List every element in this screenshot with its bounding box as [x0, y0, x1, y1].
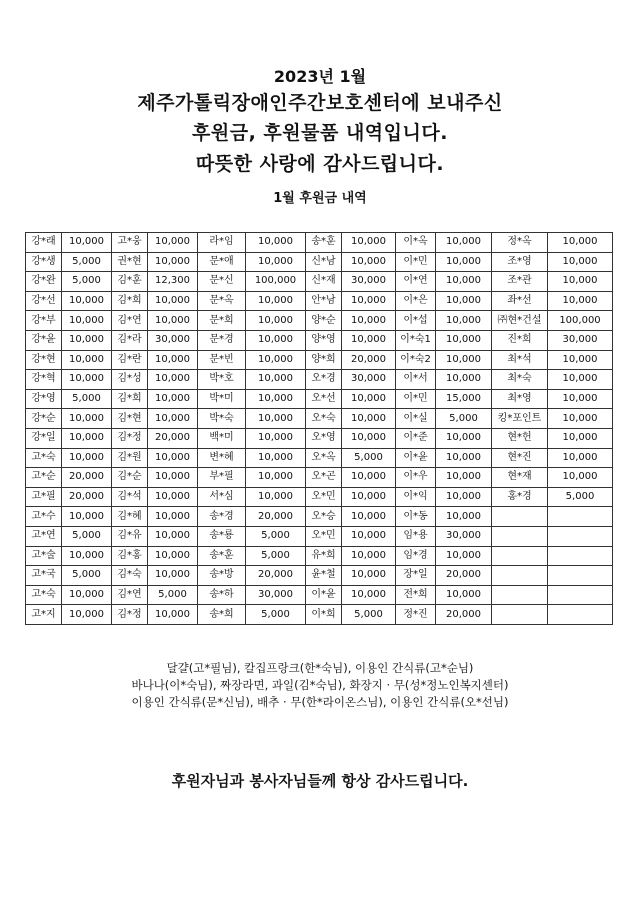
amount-cell: 30,000 — [342, 272, 396, 292]
donor-name-cell: 오*옥 — [306, 448, 342, 468]
amount-cell: 10,000 — [148, 350, 198, 370]
donor-name-cell: 고*숙 — [26, 448, 62, 468]
amount-cell: 10,000 — [342, 330, 396, 350]
amount-cell: 10,000 — [148, 311, 198, 331]
amount-cell: 10,000 — [342, 252, 396, 272]
table-row — [26, 389, 613, 409]
donor-name-cell: 강*윤 — [26, 330, 62, 350]
amount-cell: 10,000 — [548, 389, 613, 409]
amount-cell: 10,000 — [548, 370, 613, 390]
amount-cell: 10,000 — [246, 252, 306, 272]
table-row — [26, 428, 613, 448]
donor-name-cell: 조*관 — [492, 272, 548, 292]
amount-cell: 10,000 — [148, 468, 198, 488]
amount-cell: 10,000 — [62, 448, 112, 468]
amount-cell: 20,000 — [62, 468, 112, 488]
donor-name-cell: 김*원 — [112, 448, 148, 468]
donor-name-cell: ㈜현*건설 — [492, 311, 548, 331]
donor-name-cell: 진*희 — [492, 330, 548, 350]
amount-cell: 10,000 — [342, 428, 396, 448]
table-row — [26, 507, 613, 527]
donor-name-cell: 강*일 — [26, 428, 62, 448]
donor-name-cell: 오*민 — [306, 487, 342, 507]
donor-name-cell: 고*순 — [26, 468, 62, 488]
donor-name-cell: 고*수 — [26, 507, 62, 527]
amount-cell: 10,000 — [548, 350, 613, 370]
amount-cell: 5,000 — [246, 546, 306, 566]
donor-name-cell: 이*숙2 — [396, 350, 436, 370]
amount-cell: 10,000 — [436, 546, 492, 566]
donor-name-cell: 정*옥 — [492, 233, 548, 253]
donor-name-cell: 김*순 — [112, 468, 148, 488]
donor-name-cell — [492, 605, 548, 625]
amount-cell: 10,000 — [436, 233, 492, 253]
amount-cell: 10,000 — [342, 526, 396, 546]
donor-name-cell: 양*영 — [306, 330, 342, 350]
amount-cell: 20,000 — [148, 428, 198, 448]
donor-name-cell: 고*술 — [26, 546, 62, 566]
amount-cell — [548, 585, 613, 605]
amount-cell: 10,000 — [62, 350, 112, 370]
amount-cell: 10,000 — [246, 487, 306, 507]
donor-name-cell: 송*방 — [198, 566, 246, 586]
donor-name-cell: 오*선 — [306, 389, 342, 409]
donor-name-cell: 장*일 — [396, 566, 436, 586]
donor-name-cell: 김*정 — [112, 428, 148, 448]
items-line: 바나나(이*숙님), 짜장라면, 과일(김*숙님), 화장지 · 무(성*정노인복지센터) — [131, 678, 509, 692]
amount-cell: 10,000 — [342, 585, 396, 605]
donor-name-cell: 킹*포인트 — [492, 409, 548, 429]
donor-name-cell: 오*영 — [306, 428, 342, 448]
amount-cell: 10,000 — [148, 605, 198, 625]
amount-cell: 10,000 — [342, 233, 396, 253]
amount-cell: 5,000 — [62, 252, 112, 272]
amount-cell: 5,000 — [62, 272, 112, 292]
donor-name-cell — [492, 507, 548, 527]
table-row — [26, 311, 613, 331]
donor-name-cell: 강*현 — [26, 350, 62, 370]
donor-name-cell: 강*래 — [26, 233, 62, 253]
donor-name-cell: 신*재 — [306, 272, 342, 292]
table-row — [26, 468, 613, 488]
amount-cell: 10,000 — [148, 409, 198, 429]
donor-name-cell: 신*남 — [306, 252, 342, 272]
donor-name-cell: 문*애 — [198, 252, 246, 272]
table-row — [26, 448, 613, 468]
donation-table — [25, 232, 613, 625]
amount-cell — [548, 546, 613, 566]
amount-cell: 5,000 — [246, 526, 306, 546]
donor-name-cell: 이*은 — [396, 291, 436, 311]
donor-name-cell: 송*룡 — [198, 526, 246, 546]
donor-name-cell: 강*부 — [26, 311, 62, 331]
table-row — [26, 291, 613, 311]
donor-name-cell: 김*연 — [112, 585, 148, 605]
amount-cell: 10,000 — [246, 330, 306, 350]
donor-name-cell: 윤*철 — [306, 566, 342, 586]
donor-name-cell: 백*미 — [198, 428, 246, 448]
amount-cell: 10,000 — [342, 311, 396, 331]
amount-cell: 10,000 — [148, 233, 198, 253]
donor-name-cell: 송*희 — [198, 605, 246, 625]
donor-name-cell: 이*연 — [396, 272, 436, 292]
donor-name-cell: 현*재 — [492, 468, 548, 488]
donor-name-cell: 이*숙1 — [396, 330, 436, 350]
table-row — [26, 605, 613, 625]
amount-cell: 10,000 — [342, 468, 396, 488]
donor-name-cell: 이*익 — [396, 487, 436, 507]
amount-cell: 10,000 — [62, 546, 112, 566]
amount-cell: 10,000 — [342, 409, 396, 429]
donor-name-cell: 김*란 — [112, 350, 148, 370]
donor-name-cell — [492, 546, 548, 566]
amount-cell: 10,000 — [62, 507, 112, 527]
section-title: 1월 후원금 내역 — [273, 191, 367, 206]
amount-cell: 10,000 — [436, 330, 492, 350]
amount-cell — [548, 507, 613, 527]
amount-cell: 5,000 — [246, 605, 306, 625]
donor-name-cell: 문*경 — [198, 330, 246, 350]
donor-name-cell: 안*남 — [306, 291, 342, 311]
closing-message: 후원자님과 봉사자님들께 항상 감사드립니다. — [171, 772, 469, 790]
donor-name-cell: 권*현 — [112, 252, 148, 272]
donor-name-cell — [492, 585, 548, 605]
donor-name-cell: 현*헌 — [492, 428, 548, 448]
amount-cell: 10,000 — [246, 409, 306, 429]
donor-name-cell: 박*숙 — [198, 409, 246, 429]
donor-name-cell: 이*희 — [306, 605, 342, 625]
donor-name-cell: 홍*경 — [492, 487, 548, 507]
donor-name-cell: 이*윤 — [396, 448, 436, 468]
table-row — [26, 585, 613, 605]
donor-name-cell: 이*민 — [396, 389, 436, 409]
amount-cell: 10,000 — [148, 448, 198, 468]
donor-name-cell: 최*영 — [492, 389, 548, 409]
donor-name-cell: 전*희 — [396, 585, 436, 605]
title-line-2: 후원금, 후원물품 내역입니다. — [192, 122, 448, 144]
donor-name-cell: 고*숙 — [26, 585, 62, 605]
amount-cell: 10,000 — [436, 311, 492, 331]
amount-cell: 10,000 — [436, 448, 492, 468]
donor-name-cell: 현*진 — [492, 448, 548, 468]
amount-cell: 10,000 — [342, 389, 396, 409]
donor-name-cell: 송*훈 — [306, 233, 342, 253]
amount-cell: 10,000 — [548, 409, 613, 429]
amount-cell: 10,000 — [148, 526, 198, 546]
title-line-1: 제주가톨릭장애인주간보호센터에 보내주신 — [137, 92, 503, 114]
table-row — [26, 272, 613, 292]
donor-name-cell: 이*준 — [396, 428, 436, 448]
donor-name-cell: 고*지 — [26, 605, 62, 625]
donor-name-cell: 이*실 — [396, 409, 436, 429]
amount-cell: 10,000 — [148, 507, 198, 527]
table-row — [26, 487, 613, 507]
amount-cell: 10,000 — [246, 350, 306, 370]
donor-name-cell — [492, 566, 548, 586]
amount-cell: 10,000 — [62, 291, 112, 311]
amount-cell: 30,000 — [548, 330, 613, 350]
donor-name-cell: 부*필 — [198, 468, 246, 488]
amount-cell: 10,000 — [246, 291, 306, 311]
amount-cell: 10,000 — [436, 272, 492, 292]
amount-cell: 30,000 — [436, 526, 492, 546]
donor-name-cell: 강*생 — [26, 252, 62, 272]
table-row — [26, 526, 613, 546]
donor-name-cell: 양*순 — [306, 311, 342, 331]
amount-cell: 10,000 — [148, 487, 198, 507]
donor-name-cell: 김*홍 — [112, 546, 148, 566]
donor-name-cell: 이*동 — [396, 507, 436, 527]
amount-cell: 30,000 — [342, 370, 396, 390]
amount-cell: 10,000 — [246, 370, 306, 390]
amount-cell: 10,000 — [436, 507, 492, 527]
donor-name-cell: 강*완 — [26, 272, 62, 292]
amount-cell: 20,000 — [62, 487, 112, 507]
donor-name-cell: 김*희 — [112, 389, 148, 409]
amount-cell: 12,300 — [148, 272, 198, 292]
donor-name-cell: 고*필 — [26, 487, 62, 507]
donor-name-cell: 김*혜 — [112, 507, 148, 527]
donor-name-cell: 오*경 — [306, 370, 342, 390]
amount-cell: 10,000 — [436, 370, 492, 390]
amount-cell: 10,000 — [148, 566, 198, 586]
donor-name-cell: 송*경 — [198, 507, 246, 527]
donor-name-cell: 변*혜 — [198, 448, 246, 468]
donor-name-cell: 강*혁 — [26, 370, 62, 390]
amount-cell: 10,000 — [548, 252, 613, 272]
amount-cell: 10,000 — [246, 233, 306, 253]
donor-name-cell: 김*희 — [112, 291, 148, 311]
amount-cell: 10,000 — [62, 311, 112, 331]
donor-name-cell: 오*민 — [306, 526, 342, 546]
amount-cell: 10,000 — [342, 507, 396, 527]
donor-name-cell: 이*윤 — [306, 585, 342, 605]
donor-name-cell: 김*숙 — [112, 566, 148, 586]
amount-cell: 10,000 — [342, 546, 396, 566]
amount-cell: 10,000 — [62, 409, 112, 429]
amount-cell — [548, 605, 613, 625]
amount-cell: 20,000 — [436, 566, 492, 586]
table-row — [26, 546, 613, 566]
amount-cell: 5,000 — [342, 605, 396, 625]
donor-name-cell: 김*훈 — [112, 272, 148, 292]
amount-cell: 10,000 — [548, 468, 613, 488]
donor-name-cell: 강*순 — [26, 409, 62, 429]
donor-name-cell: 박*미 — [198, 389, 246, 409]
donor-name-cell — [492, 526, 548, 546]
items-line: 이용인 간식류(문*신님), 배추 · 무(한*라이온스님), 이용인 간식류(오*선님) — [131, 695, 509, 709]
amount-cell: 20,000 — [246, 507, 306, 527]
amount-cell: 5,000 — [62, 389, 112, 409]
amount-cell: 30,000 — [246, 585, 306, 605]
donor-name-cell: 강*영 — [26, 389, 62, 409]
donor-name-cell: 송*하 — [198, 585, 246, 605]
donor-name-cell: 고*국 — [26, 566, 62, 586]
donor-name-cell: 김*현 — [112, 409, 148, 429]
amount-cell: 10,000 — [148, 252, 198, 272]
donor-name-cell: 이*우 — [396, 468, 436, 488]
amount-cell: 10,000 — [246, 428, 306, 448]
donor-name-cell: 고*연 — [26, 526, 62, 546]
donor-name-cell: 이*서 — [396, 370, 436, 390]
amount-cell: 10,000 — [62, 233, 112, 253]
table-row — [26, 252, 613, 272]
table-row — [26, 330, 613, 350]
amount-cell: 10,000 — [246, 311, 306, 331]
table-row — [26, 370, 613, 390]
donor-name-cell: 조*영 — [492, 252, 548, 272]
donor-name-cell: 최*석 — [492, 350, 548, 370]
amount-cell: 100,000 — [246, 272, 306, 292]
table-row — [26, 350, 613, 370]
amount-cell: 10,000 — [148, 370, 198, 390]
items-line: 달걀(고*필님), 칼집프랑크(한*숙님), 이용인 간식류(고*순님) — [166, 661, 474, 675]
amount-cell: 10,000 — [246, 448, 306, 468]
donor-name-cell: 좌*선 — [492, 291, 548, 311]
donor-name-cell: 오*곤 — [306, 468, 342, 488]
amount-cell: 10,000 — [548, 428, 613, 448]
amount-cell: 5,000 — [342, 448, 396, 468]
amount-cell: 10,000 — [62, 330, 112, 350]
donor-name-cell: 양*희 — [306, 350, 342, 370]
donor-name-cell: 김*석 — [112, 487, 148, 507]
amount-cell: 10,000 — [436, 428, 492, 448]
amount-cell: 10,000 — [148, 389, 198, 409]
amount-cell: 5,000 — [548, 487, 613, 507]
amount-cell: 30,000 — [148, 330, 198, 350]
donor-name-cell: 이*옥 — [396, 233, 436, 253]
amount-cell: 10,000 — [436, 487, 492, 507]
title-line-3: 따뜻한 사랑에 감사드립니다. — [195, 153, 445, 175]
donor-name-cell: 오*승 — [306, 507, 342, 527]
donor-name-cell: 강*선 — [26, 291, 62, 311]
donor-name-cell: 송*훈 — [198, 546, 246, 566]
amount-cell: 10,000 — [62, 605, 112, 625]
amount-cell: 10,000 — [548, 272, 613, 292]
amount-cell: 10,000 — [548, 448, 613, 468]
donor-name-cell: 임*용 — [396, 526, 436, 546]
report-date: 2023년 1월 — [273, 67, 367, 86]
amount-cell: 10,000 — [148, 546, 198, 566]
donor-name-cell: 김*연 — [112, 311, 148, 331]
amount-cell: 10,000 — [436, 585, 492, 605]
table-row — [26, 566, 613, 586]
amount-cell: 10,000 — [246, 389, 306, 409]
amount-cell: 15,000 — [436, 389, 492, 409]
donor-name-cell: 문*희 — [198, 311, 246, 331]
amount-cell: 10,000 — [148, 291, 198, 311]
amount-cell: 10,000 — [548, 291, 613, 311]
donor-name-cell: 박*호 — [198, 370, 246, 390]
donor-name-cell: 오*숙 — [306, 409, 342, 429]
amount-cell: 10,000 — [436, 252, 492, 272]
amount-cell: 10,000 — [436, 291, 492, 311]
amount-cell: 10,000 — [342, 566, 396, 586]
amount-cell: 20,000 — [246, 566, 306, 586]
donor-name-cell: 임*경 — [396, 546, 436, 566]
donor-name-cell: 유*희 — [306, 546, 342, 566]
table-row — [26, 409, 613, 429]
amount-cell: 10,000 — [342, 487, 396, 507]
donor-name-cell: 김*유 — [112, 526, 148, 546]
amount-cell: 10,000 — [342, 291, 396, 311]
amount-cell: 20,000 — [436, 605, 492, 625]
donor-name-cell: 정*진 — [396, 605, 436, 625]
amount-cell: 10,000 — [246, 468, 306, 488]
donor-name-cell: 고*웅 — [112, 233, 148, 253]
donor-name-cell: 최*숙 — [492, 370, 548, 390]
donor-name-cell: 문*빈 — [198, 350, 246, 370]
amount-cell: 20,000 — [342, 350, 396, 370]
donor-name-cell: 이*섭 — [396, 311, 436, 331]
amount-cell: 100,000 — [548, 311, 613, 331]
amount-cell — [548, 526, 613, 546]
donor-name-cell: 김*라 — [112, 330, 148, 350]
amount-cell: 10,000 — [62, 585, 112, 605]
donor-name-cell: 문*옥 — [198, 291, 246, 311]
donated-items — [0, 660, 640, 711]
amount-cell: 5,000 — [436, 409, 492, 429]
donor-name-cell: 서*심 — [198, 487, 246, 507]
amount-cell: 10,000 — [62, 370, 112, 390]
donor-name-cell: 라*임 — [198, 233, 246, 253]
donor-name-cell: 김*성 — [112, 370, 148, 390]
amount-cell: 10,000 — [436, 468, 492, 488]
donor-name-cell: 이*민 — [396, 252, 436, 272]
amount-cell: 10,000 — [548, 233, 613, 253]
amount-cell: 10,000 — [436, 350, 492, 370]
table-row — [26, 233, 613, 253]
amount-cell: 5,000 — [62, 566, 112, 586]
amount-cell: 5,000 — [148, 585, 198, 605]
amount-cell: 10,000 — [62, 428, 112, 448]
donor-name-cell: 문*신 — [198, 272, 246, 292]
amount-cell — [548, 566, 613, 586]
amount-cell: 5,000 — [62, 526, 112, 546]
donor-name-cell: 김*정 — [112, 605, 148, 625]
